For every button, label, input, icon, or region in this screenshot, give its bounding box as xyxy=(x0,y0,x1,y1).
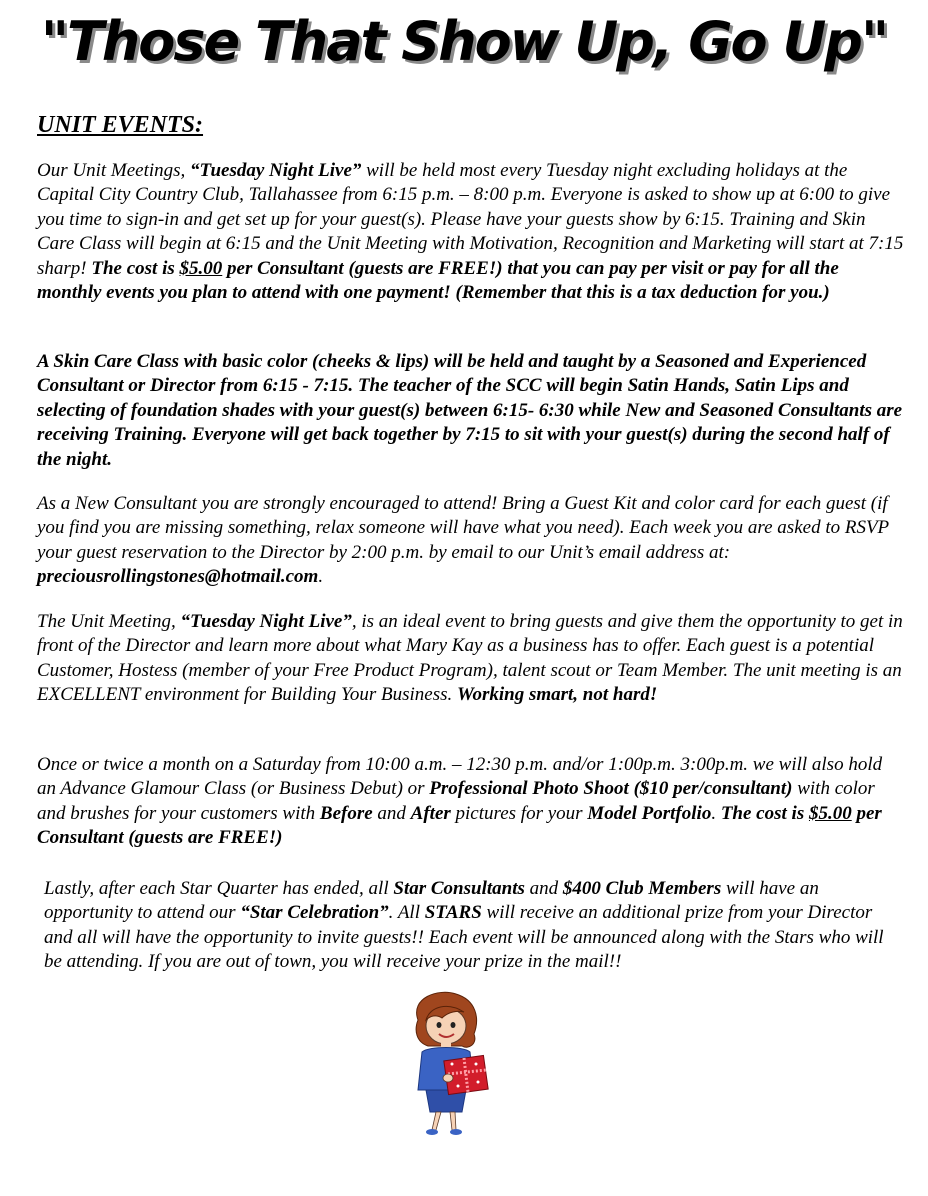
slogan: Working smart, not hard! xyxy=(456,684,658,706)
model-portfolio: Model Portfolio xyxy=(587,802,712,824)
paragraph-new-consultant xyxy=(37,492,905,590)
paragraph-star-celebration xyxy=(44,877,904,975)
club-members: $400 Club Members xyxy=(562,878,722,899)
star-consultants: Star Consultants xyxy=(393,878,525,899)
event-name: “Star Celebration” xyxy=(240,902,389,924)
cost-label: The cost is xyxy=(91,257,180,279)
text: . All xyxy=(388,902,425,924)
cost-details: per Consultant (guests are FREE!) xyxy=(37,802,882,849)
email-address: preciousrollingstones@hotmail.com xyxy=(37,566,319,588)
text: and xyxy=(372,802,411,824)
page-title: "Those That Show Up, Go Up" xyxy=(40,10,888,73)
text: will have an opportunity to attend our xyxy=(44,878,819,924)
woman-with-gift-illustration xyxy=(388,990,508,1142)
text: pictures for your xyxy=(450,802,588,824)
paragraph-skin-care-class: A Skin Care Class with basic color (cheeks & lips) will be held and taught by a Seasoned and Experienced Consultant or Director from 6:15 - 7:15. The teacher of the SCC will begin Satin Hands, Satin Lips and selecting of foundation shades with your guest(s) between 6:15- 6:30 while New and Seasoned Consultants are receiving Training. Everyone will get back together by 7:15 to sit with your guest(s) during the second half of the night. xyxy=(37,351,903,470)
text: will be held most every Tuesday night excluding holidays at the Capital City Country Club, Tallahassee from 6:15 p.m. – 8:00 p.m. Everyone is asked to show up at 6:00 to give you time to sign-in and get set up for your guest(s). Please have your guests show by 6:15. Training and Skin Care Class will begin at 6:15 and the Unit Meeting with Motivation, Recognition and Marketing will start at 7:15 sharp! xyxy=(37,160,904,279)
stars-label: STARS xyxy=(424,902,482,924)
text: . xyxy=(711,802,721,824)
text: will receive an additional prize from your Director and all will have the opportunity to invite guests!! Each event will be announced along with the Stars who will be attending. If you are out of town, you will receive your prize in the mail!! xyxy=(44,902,884,973)
event-name: “Tuesday Night Live” xyxy=(190,160,362,181)
text: Our Unit Meetings, xyxy=(37,160,191,181)
text: with color and brushes for your customers with xyxy=(37,778,875,824)
cost-amount: $5.00 xyxy=(808,802,852,824)
photo-shoot: Professional Photo Shoot ($10 per/consultant) xyxy=(429,778,793,800)
cost-amount: $5.00 xyxy=(179,257,223,279)
text: Once or twice a month on a Saturday from 10:00 a.m. – 12:30 p.m. and/or 1:00p.m. 3:00p.m. we will also hold an Advance Glamour Class (or Business Debut) or xyxy=(37,754,883,800)
text: Lastly, after each Star Quarter has ended, all xyxy=(44,878,394,899)
text: The Unit Meeting, xyxy=(37,611,181,632)
before-label: Before xyxy=(319,802,373,824)
paragraph-unit-meetings xyxy=(37,159,905,305)
event-name: “Tuesday Night Live” xyxy=(180,611,352,632)
cost-details: per Consultant (guests are FREE!) that you can pay per visit or pay for all the monthly events you plan to attend with one payment! (Remember that this is a tax deduction for you.) xyxy=(37,257,839,304)
paragraph-saturday-events xyxy=(37,753,905,851)
after-label: After xyxy=(410,802,451,824)
cost-label: The cost is xyxy=(720,802,809,824)
text: . xyxy=(318,566,324,588)
text: and xyxy=(524,878,563,899)
paragraph-tuesday-night-live xyxy=(37,610,905,708)
text: , is an ideal event to bring guests and give them the opportunity to get in front of the Director and learn more about what Mary Kay as a business has to offer. Each guest is a potential Customer, Hostess (member of your Free Product Program), talent scout or Team Member. The unit meeting is an EXCELLENT environment for Building Your Business. xyxy=(37,611,903,706)
section-heading: UNIT EVENTS: xyxy=(37,112,204,138)
text: As a New Consultant you are strongly encouraged to attend! Bring a Guest Kit and color card for each guest (if you find you are missing something, relax someone will have what you need). Each week you are asked to RSVP your guest reservation to the Director by 2:00 p.m. by email to our Unit’s email address at: xyxy=(37,493,889,563)
